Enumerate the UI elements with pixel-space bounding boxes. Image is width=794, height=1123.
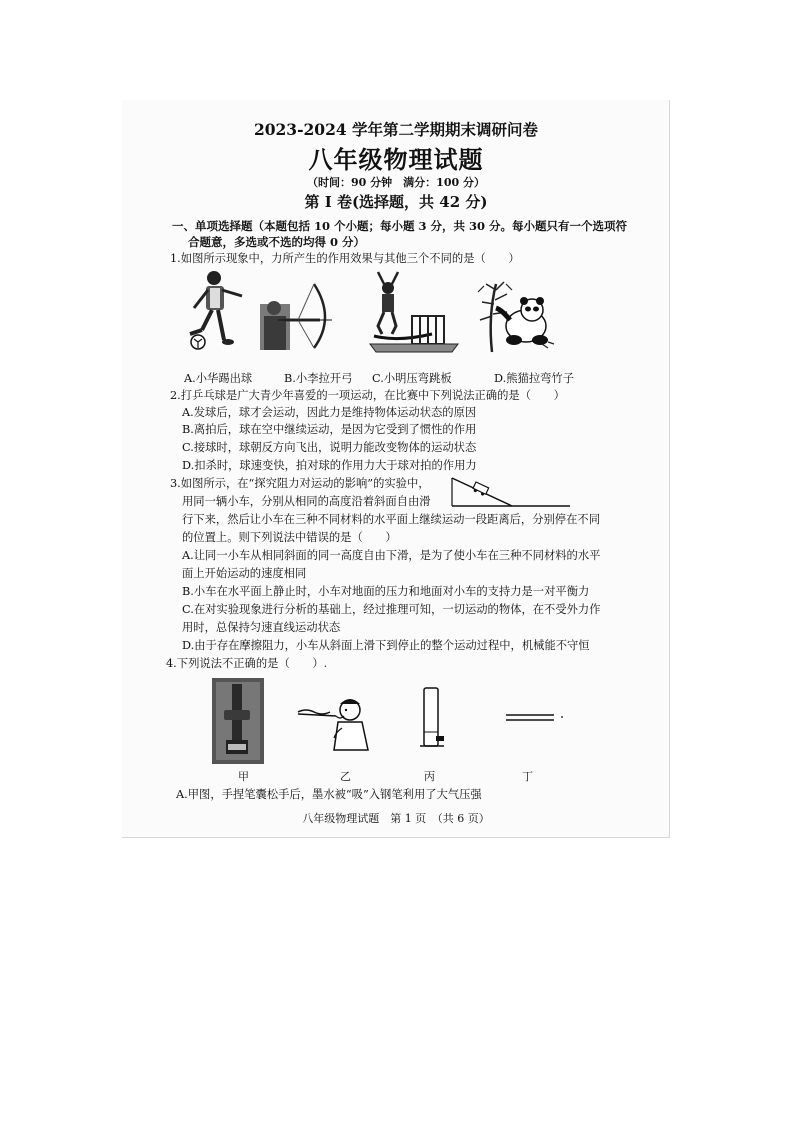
figure-label-bing: 丙: [424, 770, 435, 783]
paper-strips-figure: [506, 712, 566, 724]
question-3-stem-line3: 行下来，然后让小车在三种不同材料的水平面上继续运动一段距离后，分别停在不同: [182, 513, 600, 526]
figure-label-ding: 丁: [522, 770, 533, 783]
exam-term-title: 2023-2024 学年第二学期期末调研问卷: [253, 120, 539, 139]
diving-board-figure: [368, 272, 464, 354]
section-heading-line2: 合题意，多选或不选的均得 0 分）: [188, 235, 366, 249]
question-3-option-b: B.小车在水平面上静止时，小车对地面的压力和地面对小车的支持力是一对平衡力: [182, 585, 590, 598]
figure-label-yi: 乙: [340, 770, 351, 783]
incline-cart-figure: [452, 476, 572, 510]
exam-title: 八年级物理试题: [308, 145, 484, 174]
question-3-stem-line4: 的位置上。则下列说法中错误的是（ ）: [182, 531, 397, 544]
question-2-option-b: B.离拍后，球在空中继续运动，是因为它受到了惯性的作用: [182, 423, 477, 436]
question-3-option-d: D.由于存在摩擦阻力，小车从斜面上滑下到停止的整个运动过程中，机械能不守恒: [182, 639, 590, 652]
question-3-stem-line2: 用同一辆小车，分别从相同的高度沿着斜面自由滑: [182, 495, 431, 508]
part-heading: 第 I 卷(选择题，共 42 分): [304, 193, 488, 211]
question-2-option-a: A.发球后，球才会运动，因此力是维持物体运动状态的原因: [182, 406, 477, 419]
question-3-option-c-line1: C.在对实验现象进行分析的基础上，经过推理可知，一切运动的物体，在不受外力作: [182, 603, 601, 616]
page-footer: 八年级物理试题 第 1 页 （共 6 页）: [302, 812, 490, 825]
question-3-option-c-line2: 用时，总保持匀速直线运动状态: [182, 621, 341, 634]
test-tube-figure: [418, 686, 448, 752]
question-1-option-b: B.小李拉开弓: [284, 372, 353, 385]
question-4-stem: 4.下列说法不正确的是（ ）.: [166, 657, 328, 670]
question-1-option-a: A.小华踢出球: [184, 372, 253, 385]
archer-figure: [258, 280, 338, 350]
question-1-option-d: D.熊猫拉弯竹子: [494, 372, 575, 385]
question-4-option-a: A.甲图，手捏笔囊松手后，墨水被“吸”入钢笔利用了大气压强: [176, 788, 482, 801]
boy-blowing-straw-figure: [296, 692, 376, 752]
question-2-option-c: C.接球时，球朝反方向飞出，说明力能改变物体的运动状态: [182, 441, 477, 454]
exam-time-score: （时间：90 分钟 满分：100 分）: [307, 176, 485, 189]
exam-page: [122, 100, 670, 838]
fountain-pen-photo: [212, 678, 264, 764]
question-3-stem-line1: 3.如图所示，在“探究阻力对运动的影响”的实验中，: [170, 477, 430, 490]
panda-bamboo-figure: [476, 280, 562, 352]
section-heading-line1: 一、单项选择题（本题包括 10 个小题；每小题 3 分，共 30 分。每小题只有一个选项符: [172, 219, 628, 233]
question-2-option-d: D.扣杀时，球速变快，拍对球的作用力大于球对拍的作用力: [182, 459, 477, 472]
question-1-option-c: C.小明压弯跳板: [372, 372, 452, 385]
question-3-option-a-line2: 面上开始运动的速度相同: [182, 567, 307, 580]
question-2-stem: 2.打乒乓球是广大青少年喜爱的一项运动，在比赛中下列说法正确的是（ ）: [170, 389, 565, 402]
question-1-stem: 1.如图所示现象中，力所产生的作用效果与其他三个不同的是（ ）: [170, 252, 520, 265]
figure-label-jia: 甲: [238, 770, 249, 783]
question-3-option-a-line1: A.让同一小车从相同斜面的同一高度自由下滑，是为了使小车在三种不同材料的水平: [182, 549, 601, 562]
kicking-ball-figure: [184, 268, 248, 352]
